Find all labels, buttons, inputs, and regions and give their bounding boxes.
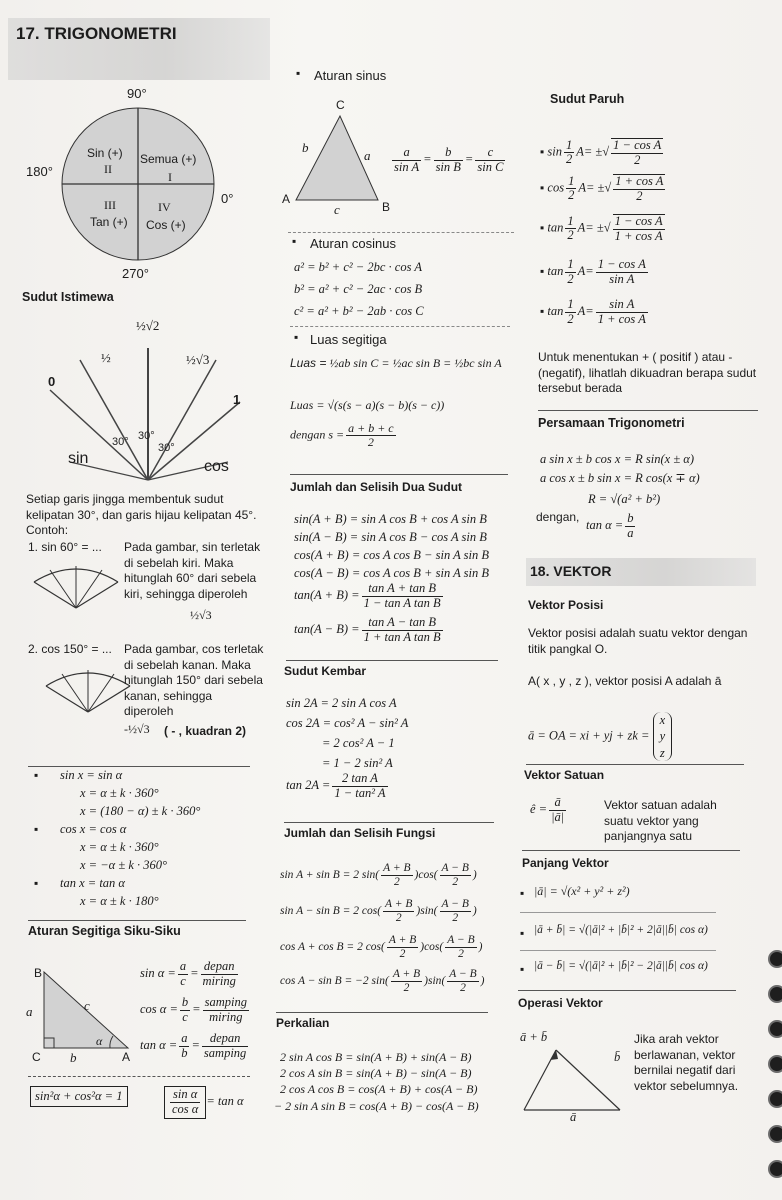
bullet: ▪	[296, 66, 301, 80]
divider	[520, 912, 716, 913]
sum-3: cos(A + B) = cos A cos B − sin A sin B	[294, 548, 489, 562]
section-title: 17. TRIGONOMETRI	[16, 24, 177, 43]
special-one: 1	[233, 392, 241, 407]
quadrant-diagram	[20, 80, 270, 290]
double-4: = 1 − 2 sin² A	[322, 756, 393, 770]
special-30-c: 30°	[158, 442, 175, 454]
vector-a-label: ā	[570, 1110, 577, 1124]
sign-note: Untuk menentukan + ( positif ) atau - (negatif), lihatlah dikuadran berapa sudut tersebut berada	[538, 350, 757, 395]
area-title: Luas segitiga	[310, 332, 387, 347]
cosine-rule-1: a² = b² + c² − 2bc · cos A	[294, 260, 422, 274]
divider	[538, 410, 758, 411]
tan-diff: tan(A − B) = $\frac{\text{tan A − tan B}}{\text{1 + tan A tan B}}$	[294, 615, 441, 644]
cosine-rule-3: c² = a² + b² − 2ab · cos C	[294, 304, 424, 318]
binding-ring	[768, 950, 782, 968]
double-3: = 2 cos² A − 1	[322, 736, 395, 750]
cosine-rule-title: Aturan cosinus	[310, 236, 396, 251]
sum-functions-title: Jumlah dan Selisih Fungsi	[284, 826, 436, 840]
divider	[28, 920, 246, 921]
bullet: ▪	[520, 926, 525, 940]
double-1: sin 2A = 2 sin A cos A	[286, 696, 397, 710]
quadrant-2-label: Sin (+)	[87, 146, 123, 160]
position-vector-text: Vektor posisi adalah suatu vektor dengan titik pangkal O.	[528, 626, 748, 656]
angle-0-label: 0°	[221, 191, 234, 206]
position-vector-eq: ā = OA = xi + yj + zk = x y z	[528, 712, 672, 761]
quadrant-2-numeral: II	[104, 162, 112, 176]
cosine-rule-2: b² = a² + c² − 2ac · cos B	[294, 282, 423, 296]
bullet: ▪	[294, 330, 299, 344]
bullet: ▪	[34, 876, 39, 890]
divider	[286, 660, 498, 661]
example-2-question: 2. cos 150° = ...	[28, 642, 112, 656]
half-angle-2: ▪ cos $\frac{1}{2}$ A= ±√ $\frac{\text{1 + cos A}}{2}$	[540, 173, 664, 203]
pythagorean-identity: sin²α + cos²α = 1	[30, 1086, 128, 1107]
eq-sin: sin x = sin α	[60, 768, 123, 782]
special-angles-title: Sudut Istimewa	[22, 290, 114, 304]
divider	[518, 990, 736, 991]
vector-sum-label: ā + b̄	[520, 1030, 548, 1044]
divider	[276, 1012, 488, 1013]
half-angle-3: ▪ tan $\frac{1}{2}$ A= ±√ $\frac{\text{1 − cos A}}{\text{1 + cos A}}$	[540, 213, 663, 243]
position-vector-title: Vektor Posisi	[528, 598, 604, 612]
special-cos: cos	[204, 458, 229, 475]
vector-length-1: |ā| = √(x² + y² + z²)	[534, 884, 630, 898]
vector-length-3: |ā − b̄| = √(|ā|² + |b̄|² − 2|ā||b̄| cos α)	[534, 960, 708, 972]
eq-tan-1: x = α ± k · 180°	[80, 894, 159, 908]
special-zero: 0	[48, 374, 56, 389]
product-title: Perkalian	[276, 1016, 330, 1030]
binding-ring	[768, 1020, 782, 1038]
right-tri-a: a	[26, 1004, 33, 1019]
vector-length-title: Panjang Vektor	[522, 856, 609, 870]
quadrant-3-label: Tan (+)	[90, 215, 128, 229]
right-triangle-title: Aturan Segitiga Siku-Siku	[28, 924, 181, 938]
binding-ring	[768, 1090, 782, 1108]
tan-sum: tan(A + B) = $\frac{\text{tan A + tan B}}{\text{1 − tan A tan B}}$	[294, 581, 441, 610]
example-1-text: Pada gambar, sin terletak di sebelah kiri. Maka hitunglah 60° dari sebela kiri, sehingga diperoleh	[124, 540, 261, 601]
double-2: cos 2A = cos² A − sin² A	[286, 716, 409, 730]
special-sin: sin	[68, 450, 89, 467]
angle-270-label: 270°	[122, 266, 149, 281]
heron-formula: Luas = √(s(s − a)(s − b)(s − c))	[290, 398, 445, 412]
quadrant-4-label: Cos (+)	[146, 218, 186, 232]
position-vector-text-2: A( x , y , z ), vektor posisi A adalah ā	[528, 674, 722, 688]
bullet: ▪	[34, 768, 39, 782]
angle-180-label: 180°	[26, 164, 53, 179]
product-3: 2 cos A cos B = cos(A + B) + cos(A − B)	[280, 1082, 478, 1096]
eq-cos-1: x = α ± k · 360°	[80, 840, 159, 854]
divider	[526, 764, 744, 765]
vector-x: x	[659, 713, 666, 727]
sine-tri-A: A	[282, 192, 291, 206]
example-2-text: Pada gambar, cos terletak di sebelah kanan. Maka hitunglah 150° dari sebela kanan, sehingga diperoleh	[124, 642, 264, 718]
binding-ring	[768, 1125, 782, 1143]
example-1-question: 1. sin 60° = ...	[28, 540, 102, 554]
bullet: ▪	[34, 822, 39, 836]
vector-length-2: |ā + b̄| = √(|ā|² + |b̄|² + 2|ā||b̄| cos α)	[534, 924, 708, 936]
divider	[28, 1076, 250, 1077]
half-angle-4: ▪ tan $\frac{1}{2}$ A= $\frac{\text{1 − cos A}}{\text{sin A}}$	[540, 257, 646, 286]
binding-ring	[768, 985, 782, 1003]
sum-4: cos(A − B) = cos A cos B + sin A sin B	[294, 566, 489, 580]
divider	[520, 950, 716, 951]
vector-operation-title: Operasi Vektor	[518, 996, 603, 1010]
vector-section-title: 18. VEKTOR	[530, 563, 612, 579]
product-2: 2 cos A sin B = sin(A + B) − sin(A − B)	[280, 1066, 472, 1080]
sum-2: sin(A − B) = sin A cos B − cos A sin B	[294, 530, 487, 544]
sine-rule: $\frac{a}{\text{sin A}}$ = $\frac{b}{\text{sin B}}$ = $\frac{c}{\text{sin C}}$	[394, 145, 504, 174]
bullet: ▪	[520, 962, 525, 976]
example-2-value: -½√3	[124, 722, 150, 736]
func-row-3: cos A + cos B = 2 cos( $\frac{A + B}{2}$ )cos( $\frac{A - B}{2}$ )	[280, 934, 483, 960]
tan-definition: tan α = $\frac{a}{b}$ = depan samping	[140, 1031, 247, 1060]
vector-operation-text: Jika arah vektor berlawanan, vektor bernilai negatif dari vektor sebelumnya.	[634, 1032, 739, 1093]
func-row-4: cos A − sin B = −2 sin( $\frac{A + B}{2}$ )sin( $\frac{A - B}{2}$ )	[280, 968, 485, 994]
sine-tri-c: c	[334, 202, 340, 217]
half-angle-5: ▪ tan $\frac{1}{2}$ A= $\frac{\text{sin A}}{\text{1 + cos A}}$	[540, 297, 646, 326]
trig-equation-2: a cos x ± b sin x = R cos(x ∓ α)	[540, 471, 700, 485]
angle-90-label: 90°	[127, 86, 147, 101]
eq-cos: cos x = cos α	[60, 822, 127, 836]
right-tri-B: B	[34, 966, 43, 980]
sine-tri-b: b	[302, 140, 309, 155]
angle-note: Setiap garis jingga membentuk sudut kelipatan 30°, dan garis hijau kelipatan 45°. Contoh:	[26, 492, 257, 537]
example-1-arc	[28, 562, 124, 612]
divider	[284, 822, 494, 823]
quadrant-4-numeral: IV	[158, 200, 171, 214]
bullet: ▪	[520, 886, 525, 900]
divider	[290, 474, 508, 475]
tan-identity: $\frac{\text{sin α}}{\text{cos α}}$ = tan α	[164, 1086, 244, 1119]
sum-diff-title: Jumlah dan Selisih Dua Sudut	[290, 480, 463, 494]
sine-tri-C: C	[336, 98, 345, 112]
unit-vector-text: Vektor satuan adalah suatu vektor yang panjangnya satu	[604, 798, 717, 843]
trig-equation-title: Persamaan Trigonometri	[538, 416, 685, 430]
product-1: 2 sin A cos B = sin(A + B) + sin(A − B)	[280, 1050, 472, 1064]
eq-tan: tan x = tan α	[60, 876, 125, 890]
sin-definition: sin α = $\frac{a}{c}$ = depan miring	[140, 959, 236, 988]
quadrant-1-numeral: I	[168, 170, 172, 184]
binding-ring	[768, 1055, 782, 1073]
vector-b-label: b̄	[614, 1050, 621, 1064]
divider	[522, 850, 740, 851]
special-half: ½	[101, 350, 111, 365]
eq-sin-1: x = α ± k · 360°	[80, 786, 159, 800]
eq-cos-2: x = −α ± k · 360°	[80, 858, 168, 872]
special-half-root2: ½√2	[136, 318, 160, 333]
divider	[28, 766, 250, 767]
example-1-value: ½√3	[190, 608, 212, 622]
sine-tri-a: a	[364, 148, 371, 163]
half-angle-title: Sudut Paruh	[550, 92, 625, 106]
example-2-arc	[40, 666, 136, 716]
divider	[288, 232, 514, 233]
sine-rule-title: Aturan sinus	[314, 68, 387, 83]
sum-1: sin(A + B) = sin A cos B + cos A sin B	[294, 512, 487, 526]
trig-equation-1: a sin x ± b cos x = R sin(x ± α)	[540, 452, 695, 466]
special-30-b: 30°	[138, 430, 155, 442]
sine-rule-triangle	[282, 104, 392, 216]
tan-double: tan 2A = $\frac{\text{2 tan A}}{\text{1 − tan² A}}$	[286, 771, 386, 800]
unit-vector-eq: ê = $\frac{ā}{|ā|}$	[530, 795, 565, 824]
divider	[290, 326, 510, 327]
right-tri-A: A	[122, 1050, 131, 1064]
trig-equation-with: dengan,	[536, 510, 580, 524]
func-row-1: sin A + sin B = 2 sin( $\frac{A + B}{2}$ )cos( $\frac{A - B}{2}$ )	[280, 862, 477, 888]
right-tri-C: C	[32, 1050, 41, 1064]
example-2-note: ( - , kuadran 2)	[164, 724, 247, 738]
area-formula: Luas = ½ab sin C = ½ac sin B = ½bc sin A	[290, 356, 502, 370]
special-half-root3: ½√3	[186, 352, 210, 367]
right-tri-alpha: α	[96, 1034, 103, 1048]
product-4: − 2 sin A sin B = cos(A + B) − cos(A − B)	[274, 1099, 479, 1113]
right-tri-b: b	[70, 1050, 77, 1065]
vector-z: z	[659, 745, 665, 760]
quadrant-1-label: Semua (+)	[140, 152, 197, 166]
quadrant-3-numeral: III	[104, 198, 116, 212]
heron-s: dengan s = $\frac{a + b + c}{2}$	[290, 421, 394, 450]
special-30-a: 30°	[112, 436, 129, 448]
sine-tri-B: B	[382, 200, 391, 214]
eq-sin-2: x = (180 − α) ± k · 360°	[80, 804, 201, 818]
trig-equation-tan: tan α = $\frac{b}{a}$	[586, 511, 634, 540]
right-tri-c: c	[84, 998, 90, 1013]
vector-y: y	[659, 729, 666, 744]
bullet: ▪	[292, 234, 297, 248]
trig-equation-R: R = √(a² + b²)	[588, 492, 661, 506]
unit-vector-title: Vektor Satuan	[524, 768, 605, 782]
func-row-2: sin A − sin B = 2 cos( $\frac{A + B}{2}$ )sin( $\frac{A - B}{2}$ )	[280, 898, 477, 924]
half-angle-1: ▪ sin $\frac{1}{2}$ A= ±√ $\frac{\text{1 − cos A}}{2}$	[540, 137, 662, 167]
cos-definition: cos α = $\frac{b}{c}$ = samping miring	[140, 995, 247, 1024]
binding-ring	[768, 1160, 782, 1178]
double-angle-title: Sudut Kembar	[284, 664, 367, 678]
